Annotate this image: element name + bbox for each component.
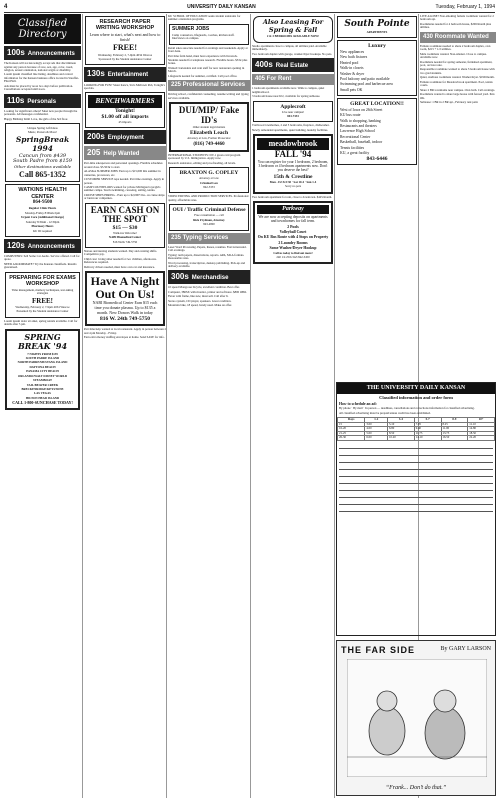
- rate-cell: 22.20: [468, 436, 495, 441]
- rate-cell: 7.05: [414, 422, 441, 427]
- amenity-item: Some Washer/Dryer Hookup: [269, 246, 317, 251]
- rate-cell: 6.80: [388, 427, 415, 432]
- rate-cell: 26-30: [338, 436, 365, 441]
- location-item: KU, a great facility: [340, 150, 370, 155]
- section-header-100: 100s Announcements: [4, 46, 81, 60]
- rate-cell: 5.10: [388, 422, 415, 427]
- location-ad: GREAT LOCATION!! West of Iowa on 26th Street KU bus route Walk to shopping, banking Restaurants and theaters Lawrence High School Recreational Center Basketball, baseball, indoor Tennis facilities KU, a great facility 843-6446: [337, 98, 417, 165]
- destination-item: HILTON HEAD ISLAND: [25, 395, 60, 400]
- rate-cell: 10.20: [388, 436, 415, 441]
- applecroft-ad: Applecroft Live near campus! 843-7333: [253, 101, 333, 123]
- section-header-300: 300s Merchandise: [168, 270, 250, 284]
- luxury-item: Small pets OK: [340, 87, 363, 92]
- rate-header-cell: 5-7: [414, 418, 441, 423]
- rate-cell: 14.10: [414, 436, 441, 441]
- section-header-120: 120s Announcements: [4, 239, 81, 253]
- column-rule: [250, 14, 251, 798]
- spring-break-phone: Call 865-1352: [19, 170, 66, 180]
- rate-cell: 11.75: [414, 431, 441, 436]
- amenity-item: 2 Pools: [287, 224, 299, 229]
- classified-order-form: THE UNIVERSITY DAILY KANSAN Classified information and order form How to schedule an ad: By phone · By mail · In person — deadlines, cancellations and corrections information for classified advertising. All classified advertising must be prepaid unless credit has been established. Days 1-2 3-4 5-7 8-9 10+ 15 3.00 5.10 7.05 8.25 11.10 16-20 4.00 6.80 9.40 11.00 14.80 21-25 5.00 8.50 11.75 13.75 18.50 26-30 6.00 10.20 14.10 16.50 22.20: [336, 382, 496, 636]
- rate-cell: 9.40: [414, 427, 441, 432]
- rate-cell: 16.50: [441, 436, 468, 441]
- amenity-item: On KU Bus Route with 4 Stops on Property: [257, 235, 329, 240]
- section-header-400: 400s Real Estate: [252, 58, 334, 72]
- column-1: Classified Directory 100s Announcements The Kansan will not knowingly accept ads that discriminate against any person because of race, sex, age, color, creed, religion, sexual orientation, national origin or disability. Lorem ipsum classified line listing, deadlines and contact information for the Kansan business office located in Stauffer-Flint Hall. Ads must be placed by noon two days before publication. Cancellations accepted until noon. 110s Personals Looking for significant others? Meet new people through the personals. All messages confidential. Happy Birthday Kim! Love, the girls of the 3rd floor. Unique Spring Gift Ideas Music, Posters & More! SpringBreak 1994 Cancun from $439 South Padre from $159 Other destinations available Call 865-1352 WATKINS HEALTH CENTER 864-9500 Regular Clinic Hours Monday-Friday 8:00am-5pm Urgent Care (Additional Charge) Saturday 8:30am - 12:30pm Pharmacy Hours KU ID required 120s Announcements COMPUTERS: Sell Some Car Audio. Service offered. Call for quote. NEED A ROOMMATE? Try the Kansan classifieds. Results guaranteed. PREPARING FOR EXAMS WORKSHOP Time management, memory techniques, test-taking strategies FREE! Wednesday, February 2, 7-9pm 4034 Wescoe Presented by the Student Assistance Center Lorem ipsum dolor sit amet, spring rentals available. Call for details after 5 pm. SPRING BREAK '94 7 NIGHTS FROM $139 SOUTH PADRE ISLAND NORTH PADRE/MUSTANG ISLAND DAYTONA BEACH PANAMA CITY BEACH ORLANDO/WALT DISNEY WORLD STEAMBOAT VAIL/BEAVER CREEK BRECKENRIDGE/KEYSTONE LAS VEGAS HILTON HEAD ISLAND CALL 1-800-SUNCHASE TODAY!: [4, 14, 81, 798]
- benchwarmers-logo: BENCHWARMERS: [88, 95, 162, 107]
- luxury-item: New appliances: [340, 50, 365, 55]
- rate-cell: 18.50: [468, 431, 495, 436]
- page-header: [4, 2, 495, 13]
- accepting-deposits-ad: Parkway We are now accepting deposits on apartments and townhomes for fall term. 2 Pools Volleyball Court On KU Bus Route with 4 Stops on Property 2 Laundry Rooms Some Washer/Dryer Hookup Call us today to find out more! 240 1/4 25th 3A3 842-3450: [253, 201, 333, 264]
- location-item: Restaurants and theaters: [340, 124, 377, 129]
- rate-cell: 13.75: [441, 431, 468, 436]
- destination-item: VAIL/BEAVER CREEK: [26, 382, 59, 387]
- rate-header-cell: Days: [338, 418, 365, 423]
- form-line[interactable]: [339, 471, 493, 477]
- location-list: [340, 108, 414, 155]
- luxury-item: Swimming pool and barbecue area: [340, 82, 393, 87]
- summer-jobs-ad: SUMMER JOBS Camp counselors, lifeguards, coaches, kitchen staff. Interviews on campus.: [169, 24, 249, 45]
- form-line[interactable]: [339, 443, 493, 449]
- destination-item: NORTH PADRE/MUSTANG ISLAND: [17, 360, 68, 365]
- section-header-200: 200s Employment: [84, 130, 166, 144]
- location-item: Lawrence High School: [340, 129, 376, 134]
- rate-header-cell: 8-9: [441, 418, 468, 423]
- rate-cell: 8.50: [388, 431, 415, 436]
- rate-cell: 5.00: [365, 431, 388, 436]
- section-header-110: 110s Personals: [4, 94, 81, 108]
- destination-item: SOUTH PADRE ISLAND: [25, 355, 60, 360]
- location-item: Tennis facilities: [340, 145, 365, 150]
- luxury-item: Pool balcony and patio available: [340, 76, 390, 81]
- location-item: Recreational Center: [340, 134, 371, 139]
- destination-item: PANAMA CITY BEACH: [26, 369, 59, 374]
- form-line[interactable]: [339, 457, 493, 463]
- exams-workshop-ad: PREPARING FOR EXAMS WORKSHOP Time management, memory techniques, test-taking strategies FREE! Wednesday, February 2, 7-9pm 4034 Wescoe Presented by the Student Assistance Center: [5, 272, 80, 318]
- form-line[interactable]: [339, 499, 493, 505]
- spring-break-title: SpringBreak 1994: [15, 134, 70, 153]
- rate-table: [337, 417, 495, 441]
- destination-item: LAS VEGAS: [34, 391, 51, 396]
- south-pointe-ad: South Pointe APARTMENTS: [337, 16, 417, 38]
- paper-name: UNIVERSITY DAILY KANSAN: [187, 4, 256, 10]
- section-header-235: 235 Typing Services: [168, 233, 250, 244]
- luxury-item: Washer & dryer: [340, 71, 365, 76]
- rate-header-cell: 3-4: [388, 418, 415, 423]
- form-line[interactable]: [339, 485, 493, 491]
- destination-item: ORLANDO/WALT DISNEY WORLD: [17, 373, 67, 378]
- luxury-item: Heated pool: [340, 60, 359, 65]
- location-item: West of Iowa on 26th Street: [340, 108, 383, 113]
- form-line[interactable]: [339, 464, 493, 470]
- luxury-list: [340, 50, 414, 92]
- destination-item: BRECKENRIDGE/KEYSTONE: [21, 387, 64, 391]
- rate-cell: 21-25: [338, 431, 365, 436]
- form-line[interactable]: [339, 492, 493, 498]
- rate-cell: 11.00: [441, 427, 468, 432]
- rate-cell: 6.00: [365, 436, 388, 441]
- rate-header-cell: 1-2: [365, 418, 388, 423]
- form-line[interactable]: [339, 478, 493, 484]
- rate-cell: 15: [338, 422, 365, 427]
- form-line[interactable]: [339, 450, 493, 456]
- issue-date: Tuesday, February 1, 1994: [435, 4, 495, 10]
- amenity-item: Volleyball Court: [279, 230, 307, 235]
- location-item: Basketball, baseball, indoor: [340, 140, 383, 145]
- copley-attorney-ad: BRAXTON G. COPLEY Attorney at Law Criminal Law 842-5353: [169, 167, 249, 193]
- column-6: LIVE ALONE? Non-smoking female roommate wanted for 2 bedroom apt. Roommates needed for 4 bedroom house, $200/month plus utilities. 430 Roommate Wanted Female roommate needed to share 2 bedroom duplex, own room, $215 + 1/2 utilities. Male roommate wanted. Non-smoker. Close to campus. Available now. Roommate needed for spring semester, furnished apartment, pool, on bus route. Responsible roommate wanted to share 3 bedroom house with two grad students. Quiet, studious roommate wanted. Washer/dryer. $190/month. Female roommate for Meadowbrook apartment. Pool, tennis courts. Share 2 BR townhome near campus. Own bath. Call evenings. Roommate wanted to share large house with fenced yard. Pets OK. Sublease: 1 BR in 2 BR apt., February rent paid.: [420, 14, 495, 104]
- amenity-item: 2 Laundry Rooms: [278, 240, 308, 245]
- directory-title: Classified Directory: [17, 18, 68, 40]
- cartoon-author: By GARY LARSON: [440, 646, 491, 652]
- page-number: 4: [4, 4, 8, 10]
- rate-cell: 16-20: [338, 427, 365, 432]
- location-item: KU bus route: [340, 113, 361, 118]
- section-header-430: 430 Roommate Wanted: [420, 32, 496, 43]
- luxury-item: Walk-in closets: [340, 66, 364, 71]
- section-header-130: 130s Entertainment: [84, 67, 166, 81]
- column-rule: [82, 14, 83, 798]
- column-3: KU SCHOOL OF EDUCATION seeks student assistants for summer orientation programs. SUMMER JOBS Camp counselors, lifeguards, coaches, kitchen staff. Interviews on campus. Retail sales associate needed for evenings and weekends. Apply at front desk. Part time farm hand, must have experience with livestock. Students needed for telephone research. Flexible hours. $5/hr plus bonus. Wanted: bartenders and wait staff for new restaurant opening in March. Lifeguards needed for summer, certified. Call pool office. 225 Professional Services Driving school, confidential counseling, resume writing and typing services available. DUI/MIP/ Fake ID's Other student legal matters Elizabeth Leach Attorney at Law, Former Prosecutor (816) 749-4460 INTERNATIONAL STUDENTS: DV-1 green card program sponsored by U.S. Immigration. Apply now. Research assistance, editing and proofreading, all levels. BRAXTON G. COPLEY Attorney at Law Criminal Law 842-5353 VIDEO EDITING AND PRODUCTION SERVICES. Professional quality, affordable rates. OUI / Traffic Criminal Defense Free consultation — call Rick Frydman, Attorney 843-4800 235 Typing Services Laser Word Processing. Papers, theses, resumes. Fast turnaround. Call evenings. Typing: term papers, dissertations, reports. APA, MLA formats. Reasonable rates. Word processing, transcription, desktop publishing. Pick-up and delivery available. 300s Merchandise 10 speed Mongoose bicycle, excellent condition. Best offer. Computer, 386SX with monitor, printer and software. $800 OBO. Futon with frame, like new, must sell. Call after 6. Stereo system, CD player, speakers. Great condition. Mountain bike, 18 speed, barely used. Make an offer.: [168, 14, 249, 308]
- section-header-205: 205 Help Wanted: [84, 146, 166, 160]
- rate-header-cell: 10+: [468, 418, 495, 423]
- amenity-list: [257, 225, 329, 251]
- column-2: RESEARCH PAPER WRITING WORKSHOP Learn where to start, what's next and how to finish! FREE! Wednesday, February 2, 7-9pm 4034 Wescoe Sponsored by the Student Assistance Center 130s Entertainment LOOKING FOR FUN? Sister Kate's, Stu's Midtown Pub, Tonight's specials. BENCHWARMERS Tonight! $1.00 off all imports 45 imports 200s Employment 205 Help Wanted Part-time salesperson and personnel openings. Flexible schedules around class. $5.50/hr to start. ALASKA SUMMER JOBS: Earn up to $15,000 this summer in canneries, processors, etc. CUSTOMER SERVICE reps needed. Part time evenings. Apply in person. CAMP COUNSELORS wanted for private Michigan boys/girls summer camps. Teach swimming, canoeing, sailing, tennis. CRUISE SHIPS HIRING - Earn up to $2,000+/mo. on cruise ships or land-tour companies. EARN CASH ON THE SPOT $15 — $30 Walk-ins Welcome! NABI Biomedical Center 816 Wells 749-5750 Nurses and nursing students wanted. Day and evening shifts. Competitive pay. Child care: loving sitter needed for two children, afternoons. References required. Delivery drivers needed, must have own car and insurance. Have A Night Out On Us! NABI Biomedical Center Earn $15 each time you donate plasma. Up to $135 a month. New Donors Walk in today 816 W. 24th 749-5750 Part time help wanted at local restaurant. Apply in person between 2 and 4 pm Monday - Friday. Earn extra money stuffing envelopes at home. Send SASE for info.: [84, 14, 166, 798]
- far-side-cartoon: [336, 640, 496, 796]
- research-workshop-ad: RESEARCH PAPER WRITING WORKSHOP Learn where to start, what's next and how to finish! FREE! Wednesday, February 2, 7-9pm 4034 Wescoe Sponsored by the Student Assistance Center: [85, 16, 165, 65]
- spring-break-ad: Unique Spring Gift Ideas Music, Posters & More! SpringBreak 1994 Cancun from $439 South Padre from $159 Other destinations available Call 865-1352: [5, 123, 80, 183]
- spring-break-94-ad: SPRING BREAK '94 7 NIGHTS FROM $139 SOUTH PADRE ISLAND NORTH PADRE/MUSTANG ISLAND DAYTONA BEACH PANAMA CITY BEACH ORLANDO/WALT DISNEY WORLD STEAMBOAT VAIL/BEAVER CREEK BRECKENRIDGE/KEYSTONE LAS VEGAS HILTON HEAD ISLAND CALL 1-800-SUNCHASE TODAY!: [5, 329, 80, 410]
- destination-list: [9, 357, 76, 400]
- column-rule: [166, 14, 167, 798]
- earn-cash-ad: EARN CASH ON THE SPOT $15 — $30 Walk-ins Welcome! NABI Biomedical Center 816 Wells 749-5750: [85, 203, 165, 248]
- watkins-ad: WATKINS HEALTH CENTER 864-9500 Regular Clinic Hours Monday-Friday 8:00am-5pm Urgent Care (Additional Charge) Saturday 8:30am - 12:30pm Pharmacy Hours KU ID required: [5, 184, 80, 236]
- also-leasing-ad: Also Leasing For Spring & Fall 2 & 3 BEDROOMS AVAILABLE NOW!: [253, 16, 333, 43]
- classified-directory-banner: [4, 14, 81, 44]
- oui-traffic-ad: OUI / Traffic Criminal Defense Free consultation — call Rick Frydman, Attorney 843-4800: [169, 204, 249, 230]
- rate-cell: 3.00: [365, 422, 388, 427]
- meadowbrook-ad: meadowbrook FALL '94 You can register for your 1 bedroom, 2 bedroom, 3 bedroom or 4 bedroom apartments now. Don't you deserve the best? 15th & Crestline Mon - Fri 8-5:30 · Sat 10-4 · Sun 1-4 Sorry no pets: [253, 134, 333, 193]
- destination-item: STEAMBOAT: [33, 378, 52, 383]
- rate-cell: 8.25: [441, 422, 468, 427]
- cartoon-title: THE FAR SIDE: [341, 645, 416, 655]
- column-rule: [334, 14, 335, 798]
- cartoon-caption: “Frank... Don’t do that.”: [385, 785, 447, 791]
- column-5: [336, 14, 418, 380]
- benchwarmers-ad: BENCHWARMERS Tonight! $1.00 off all imports 45 imports: [85, 92, 165, 128]
- section-header-405: 405 For Rent: [252, 74, 334, 85]
- order-form-header: THE UNIVERSITY DAILY KANSAN: [337, 383, 495, 394]
- column-4: Also Leasing For Spring & Fall 2 & 3 BEDROOMS AVAILABLE NOW! Studio apartments close to campus, all utilities paid. Available immediately. Two bedroom duplex with garage, washer/dryer hookups. No pets. 400s Real Estate 405 For Rent 1 bedroom apartments available now. Walk to campus, quiet neighborhood. 3 bedroom house near KU, available for spring sublease. Applecroft Live near campus! 843-7333 Trailwood townhomes, 2 and 3 bedrooms, fireplace, dishwasher. Newly remodeled apartments, quiet building, laundry facilities. meadowbrook FALL '94 You can register for your 1 bedroom, 2 bedroom, 3 bedroom or 4 bedroom apartments now. Don't you deserve the best? 15th & Crestline Mon - Fri 8-5:30 · Sat 10-4 · Sun 1-4 Sorry no pets Two bedroom apartment for rent, close to downtown. $425/month. Parkway We are now accepting deposits on apartments and townhomes for fall term. 2 Pools Volleyball Court On KU Bus Route with 4 Stops on Property 2 Laundry Rooms Some Washer/Dryer Hookup Call us today to find out more! 240 1/4 25th 3A3 842-3450: [252, 14, 334, 798]
- location-item: Walk to shopping, banking: [340, 118, 381, 123]
- night-out-ad: Have A Night Out On Us! NABI Biomedical Center Earn $15 each time you donate plasma. Up to $135 a month. New Donors Walk in today 816 W. 24th 749-5750: [85, 271, 165, 326]
- dui-attorney-ad: DUI/MIP/ Fake ID's Other student legal matters Elizabeth Leach Attorney at Law, Former Prosecutor (816) 749-4460: [169, 102, 249, 152]
- policy-text: The Kansan will not knowingly accept ads that discriminate against any person because of race, sex, age, color, creed, religion, sexual orientation, national origin or disability.: [4, 61, 76, 72]
- rate-cell: 14.80: [468, 427, 495, 432]
- destination-item: DAYTONA BEACH: [29, 364, 56, 369]
- cartoon-drawing: [347, 659, 487, 777]
- rate-cell: 4.00: [365, 427, 388, 432]
- rate-cell: 11.10: [468, 422, 495, 427]
- section-header-225: 225 Professional Services: [168, 80, 250, 91]
- rate-row: [338, 436, 495, 441]
- form-line[interactable]: [339, 506, 493, 512]
- luxury-item: New bath fixtures: [340, 55, 368, 60]
- luxury-ad: Luxury New appliances New bath fixtures Heated pool Walk-in closets Washer & dryer Pool balcony and patio available Swimming pool and barbecue area Small pets OK: [337, 40, 417, 96]
